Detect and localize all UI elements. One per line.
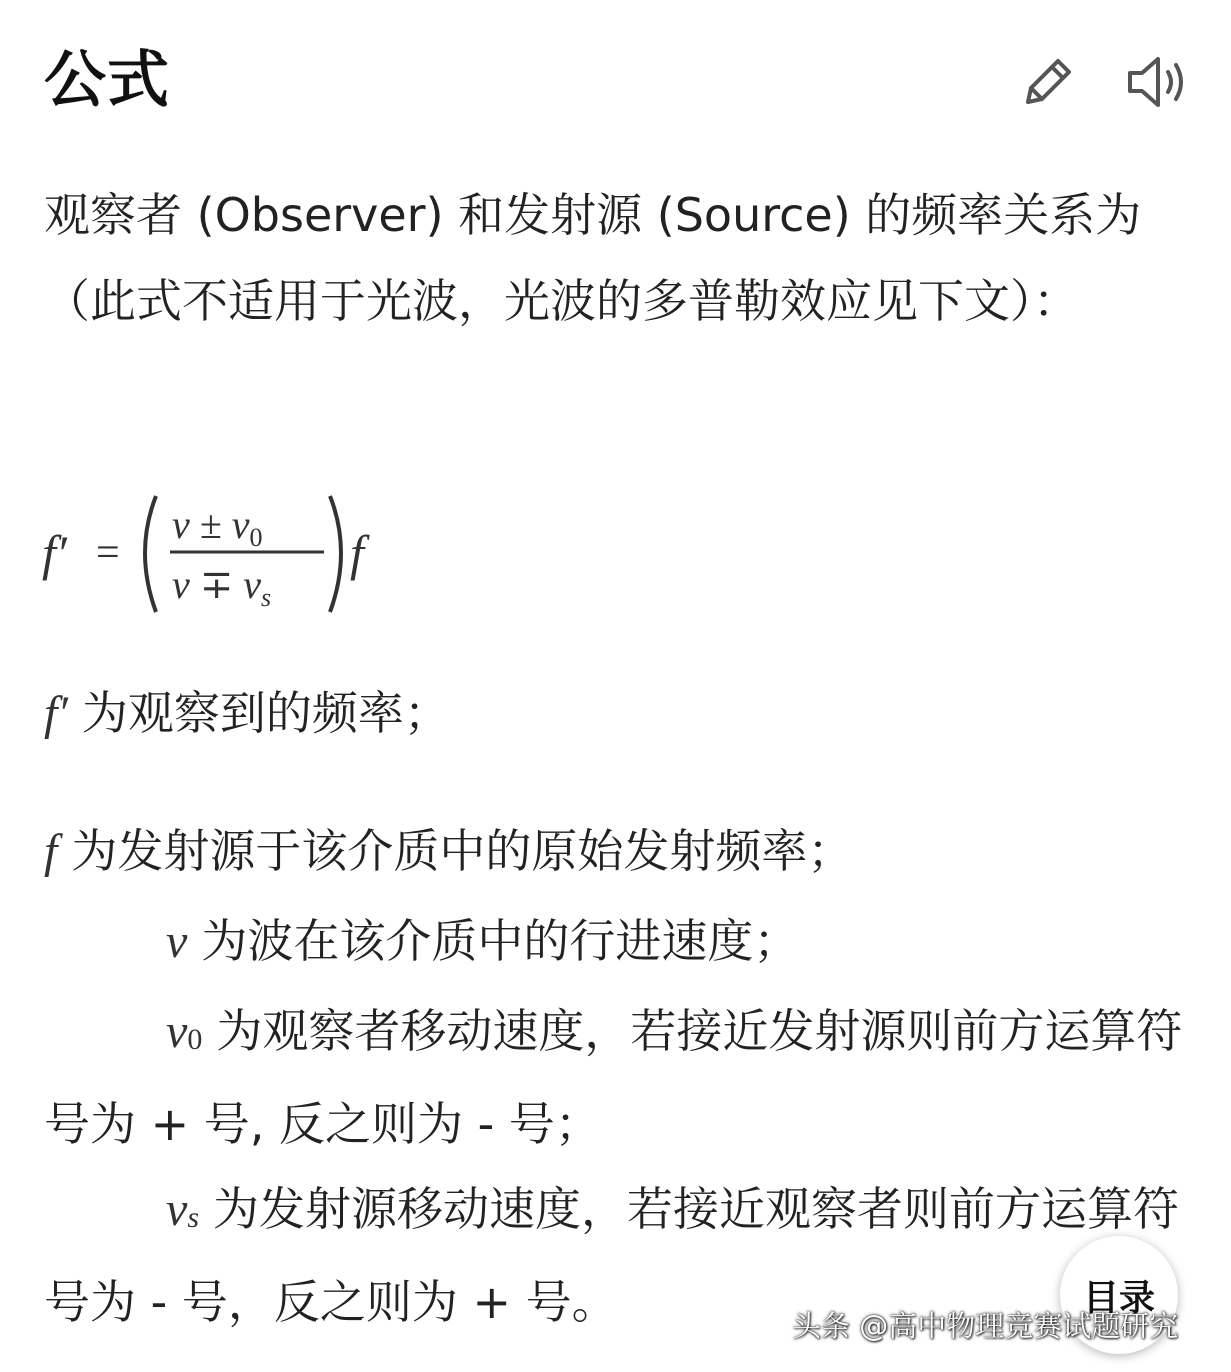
symbol-v: v: [166, 915, 188, 968]
formula-numerator: $v \pm v_0$: [172, 502, 263, 552]
intro-paragraph: 观察者 (Observer) 和发射源 (Source) 的频率关系为（此式不适用于光波，光波的多普勒效应见下文）：: [44, 188, 1142, 328]
formula-equals: =: [96, 530, 120, 576]
symbol-v0: $v_0$: [166, 1005, 203, 1058]
formula-denominator: $v \mp v_s$: [172, 562, 272, 612]
definition-text: 为发射源移动速度，若接近观察者则前方运算符号为 - 号，反之则为 + 号。: [44, 1182, 1179, 1329]
symbol-vs: $v_s$: [166, 1183, 199, 1236]
table-of-contents-button[interactable]: 目录: [1060, 1236, 1178, 1354]
speaker-icon: [1122, 46, 1192, 116]
formula-lhs: f′: [42, 525, 67, 581]
watermark: 头条 @高中物理竞赛试题研究: [792, 1309, 1179, 1343]
left-paren: [145, 496, 156, 612]
pencil-icon: [1012, 46, 1082, 116]
definition-text: 为观察者移动速度，若接近发射源则前方运算符号为 + 号, 反之则为 - 号；: [44, 1004, 1183, 1151]
definition-f: [44, 808, 1194, 895]
definition-v0: [44, 988, 1194, 1167]
symbol-f-prime: f′: [44, 687, 68, 740]
definition-f-prime: [44, 670, 1194, 757]
definition-v: [44, 898, 1194, 985]
definition-text: 为波在该介质中的行进速度；: [201, 914, 800, 968]
symbol-f: f: [44, 825, 58, 878]
read-aloud-button[interactable]: [1122, 46, 1192, 116]
right-paren: [330, 496, 341, 612]
definition-text: 为观察到的频率；: [81, 686, 450, 740]
definition-text: 为发射源于该介质中的原始发射频率；: [71, 824, 854, 878]
edit-button[interactable]: [1012, 46, 1082, 116]
section-title: 公式: [44, 43, 171, 116]
formula-rhs: f: [350, 525, 364, 581]
doppler-formula: [38, 486, 398, 622]
section-header: [44, 28, 1187, 128]
